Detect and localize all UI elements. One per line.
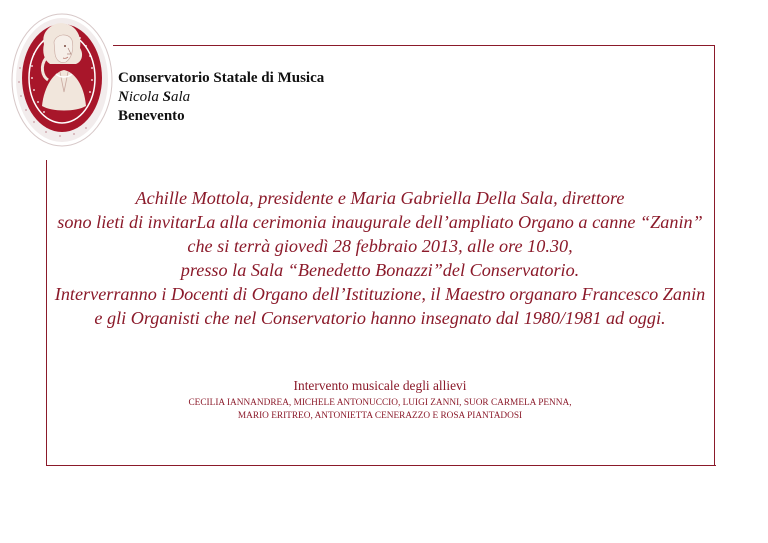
invitation-text <box>48 186 712 330</box>
frame-top-rule <box>113 45 715 46</box>
music-section-title: Intervento musicale degli allievi <box>293 378 467 393</box>
performers-list <box>48 397 712 423</box>
dedication-rest-n: icola <box>128 89 163 105</box>
invitation-line: e gli Organisti che nel Conservatorio hanno insegnato dal 1980/1981 ad oggi. <box>94 308 666 328</box>
frame-right-rule <box>714 45 715 466</box>
conservatory-seal-icon <box>10 8 114 148</box>
dedication-rest-s: ala <box>170 89 191 105</box>
invitation-line: sono lieti di invitarLa alla cerimonia inaugurale dell’ampliato Organo a canne “Zanin” <box>57 212 703 232</box>
performers-line: CECILIA IANNANDREA, MICHELE ANTONUCCIO, LUIGI ZANNI, SUOR CARMELA PENNA, <box>188 398 572 408</box>
institution-dedication <box>118 88 324 107</box>
invitation-line: che si terrà giovedì 28 febbraio 2013, alle ore 10.30, <box>187 236 573 256</box>
performers-line: MARIO ERITREO, ANTONIETTA CENERAZZO E ROSA PIANTADOSI <box>237 411 523 421</box>
institution-city: Benevento <box>118 108 185 124</box>
invitation-line: presso la Sala “Benedetto Bonazzi”del Conservatorio. <box>180 260 580 280</box>
frame-bottom-rule <box>46 465 716 466</box>
dedication-initial-n: N <box>118 89 129 105</box>
institution-name: Conservatorio Statale di Musica <box>118 70 325 86</box>
invitation-line: Achille Mottola, presidente e Maria Gabriella Della Sala, direttore <box>135 188 625 208</box>
institution-header <box>118 69 324 126</box>
invitation-line: Interverranno i Docenti di Organo dell’Istituzione, il Maestro organaro Francesco Zanin <box>54 284 706 304</box>
dedication-initial-s: S <box>162 89 171 105</box>
